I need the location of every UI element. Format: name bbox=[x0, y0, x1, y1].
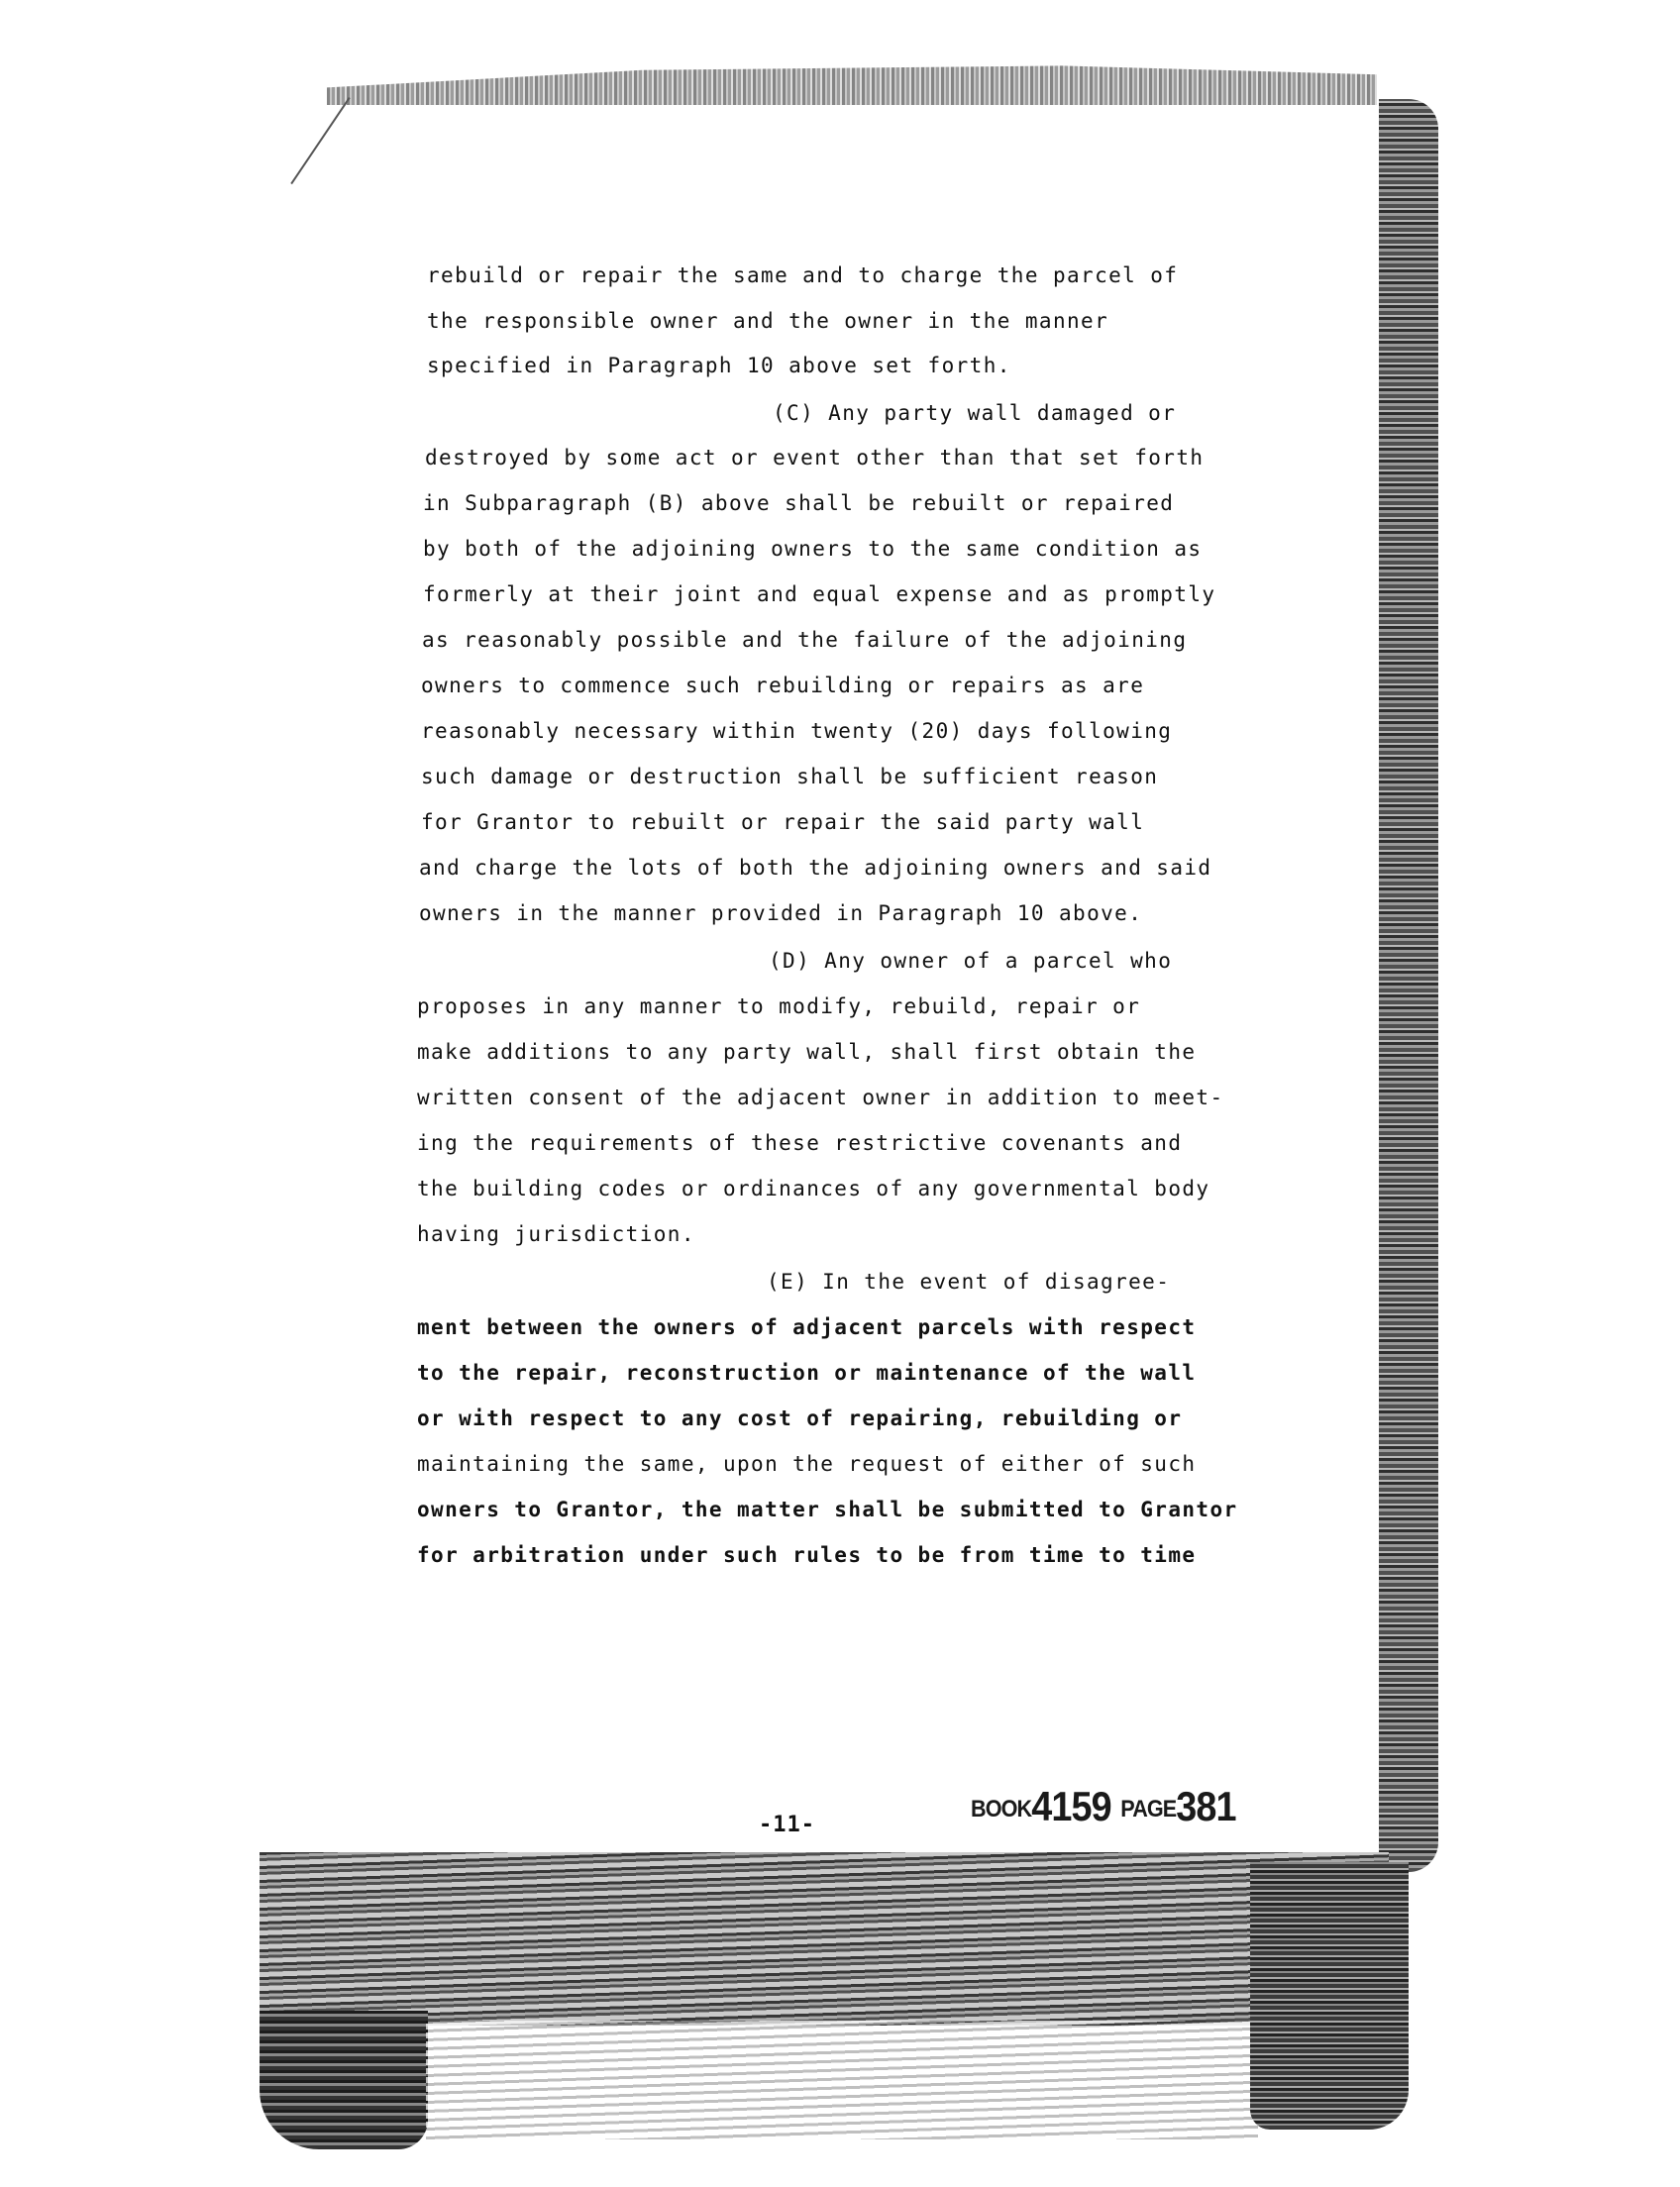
text-line: make additions to any party wall, shall first obtain the bbox=[417, 1040, 1197, 1064]
text-line: owners to commence such rebuilding or repairs as are bbox=[421, 674, 1145, 697]
page-number: -11- bbox=[759, 1813, 815, 1837]
text-line: and charge the lots of both the adjoining owners and said bbox=[419, 856, 1212, 880]
text-line: having jurisdiction. bbox=[417, 1222, 695, 1246]
text-line: by both of the adjoining owners to the same condition as bbox=[423, 537, 1203, 561]
text-line: the building codes or ordinances of any governmental body bbox=[417, 1177, 1210, 1200]
stamp-page-number: 381 bbox=[1176, 1783, 1236, 1829]
text-line: to the repair, reconstruction or maintenance of the wall bbox=[417, 1361, 1197, 1385]
text-line: specified in Paragraph 10 above set forth. bbox=[427, 354, 1011, 377]
text-line: written consent of the adjacent owner in addition to meet- bbox=[417, 1086, 1224, 1109]
text-line: owners in the manner provided in Paragraph 10 above. bbox=[419, 901, 1143, 925]
text-line: for arbitration under such rules to be from time to time bbox=[417, 1543, 1197, 1567]
text-line: such damage or destruction shall be sufficient reason bbox=[421, 765, 1159, 788]
page-prefix: PAGE bbox=[1120, 1795, 1177, 1822]
book-prefix: BOOK bbox=[971, 1795, 1032, 1822]
text-line: ment between the owners of adjacent parcels with respect bbox=[417, 1315, 1197, 1339]
scan-right-edge bbox=[1379, 99, 1438, 1872]
scan-bottom-left-shadow bbox=[260, 2011, 428, 2149]
text-line: proposes in any manner to modify, rebuild, repair or bbox=[417, 994, 1141, 1018]
text-line: ing the requirements of these restrictive covenants and bbox=[417, 1131, 1183, 1155]
scan-bottom-right-shadow bbox=[1250, 1862, 1409, 2130]
text-line: maintaining the same, upon the request of either of such bbox=[417, 1452, 1197, 1476]
scan-bottom-edge bbox=[260, 1852, 1389, 2026]
text-line: or with respect to any cost of repairing, rebuilding or bbox=[417, 1406, 1183, 1430]
scan-top-edge bbox=[327, 61, 1377, 105]
text-line: for Grantor to rebuilt or repair the said party wall bbox=[421, 810, 1145, 834]
text-line: (D) Any owner of a parcel who bbox=[769, 949, 1173, 973]
book-number: 4159 bbox=[1031, 1783, 1111, 1829]
text-line: the responsible owner and the owner in the manner bbox=[427, 309, 1109, 333]
text-line: (E) In the event of disagree- bbox=[767, 1270, 1171, 1294]
text-line: destroyed by some act or event other than that set forth bbox=[425, 446, 1205, 469]
text-line: (C) Any party wall damaged or bbox=[773, 401, 1177, 425]
text-line: owners to Grantor, the matter shall be submitted to Grantor bbox=[417, 1498, 1238, 1521]
text-line: as reasonably possible and the failure of the adjoining bbox=[422, 628, 1188, 652]
text-line: reasonably necessary within twenty (20) days following bbox=[421, 719, 1173, 743]
text-line: formerly at their joint and equal expense and as promptly bbox=[423, 582, 1216, 606]
text-line: in Subparagraph (B) above shall be rebuilt or repaired bbox=[423, 491, 1175, 515]
text-line: rebuild or repair the same and to charge the parcel of bbox=[427, 263, 1179, 287]
scan-bottom-center-texture bbox=[426, 2021, 1258, 2139]
book-page-stamp bbox=[971, 1783, 1236, 1830]
